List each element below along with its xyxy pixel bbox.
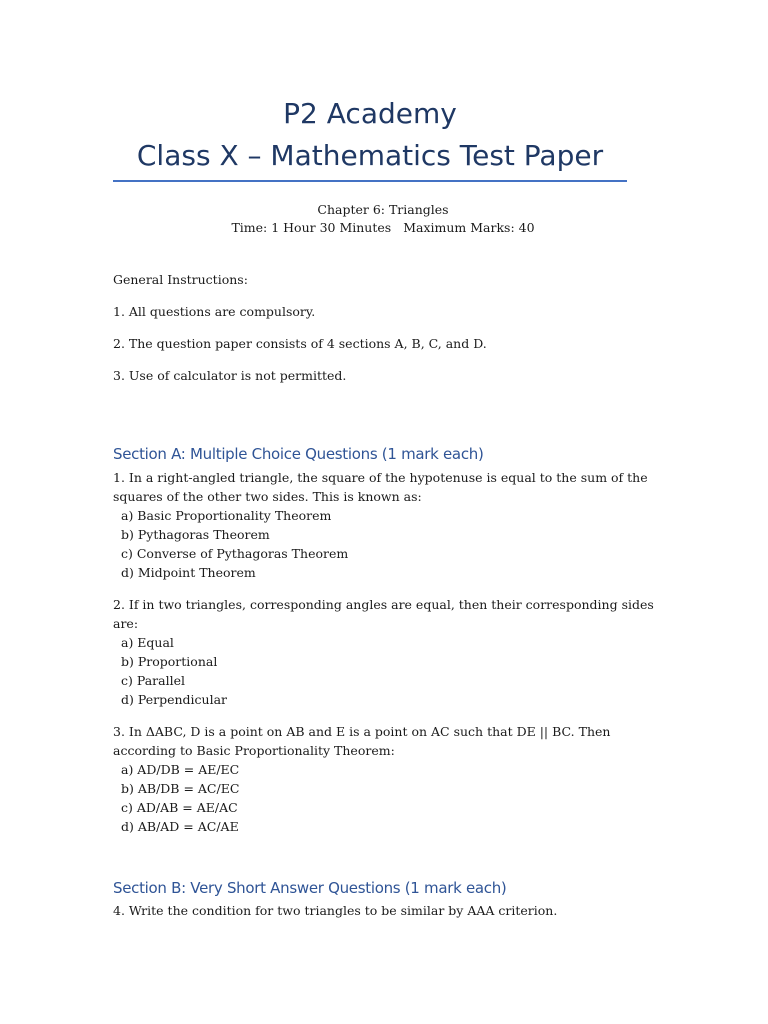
question-1: [113, 468, 658, 582]
question-stem: 4. Write the condition for two triangles to be similar by AAA criterion.: [113, 903, 558, 918]
question-stem: 2. If in two triangles, corresponding angles are equal, then their corresponding sides are:: [113, 597, 654, 631]
paper-title: Class X – Mathematics Test Paper: [136, 139, 604, 172]
option-d: d) AB/AD = AC/AE: [121, 819, 239, 834]
academy-name: P2 Academy: [283, 97, 457, 130]
instruction-item: 1. All questions are compulsory.: [113, 304, 316, 319]
paper-meta: [113, 201, 653, 237]
option-d: d) Perpendicular: [121, 692, 227, 707]
general-instructions: [113, 270, 673, 398]
title-divider: [113, 180, 627, 182]
option-c: c) Converse of Pythagoras Theorem: [121, 546, 349, 561]
question-stem: 1. In a right-angled triangle, the square of the hypotenuse is equal to the sum of the squares of the other two sides. This is known as:: [113, 470, 648, 504]
instruction-item: 2. The question paper consists of 4 sections A, B, C, and D.: [113, 336, 487, 351]
question-2: [113, 595, 658, 709]
question-4: [113, 901, 658, 920]
section-a-heading: Section A: Multiple Choice Questions (1 mark each): [113, 445, 484, 463]
option-c: c) Parallel: [121, 673, 185, 688]
section-b-questions: [113, 901, 658, 933]
option-a: a) AD/DB = AE/EC: [121, 762, 240, 777]
section-b-heading: Section B: Very Short Answer Questions (1 mark each): [113, 879, 507, 897]
option-b: b) Proportional: [121, 654, 218, 669]
time-allowed: Time: 1 Hour 30 Minutes: [231, 220, 392, 235]
option-d: d) Midpoint Theorem: [121, 565, 256, 580]
maximum-marks: Maximum Marks: 40: [403, 220, 535, 235]
time-marks-line: [113, 219, 653, 237]
question-3: [113, 722, 658, 836]
instruction-item: 3. Use of calculator is not permitted.: [113, 368, 347, 383]
question-stem: 3. In ΔABC, D is a point on AB and E is a point on AC such that DE || BC. Then according to Basic Proportionality Theorem:: [113, 724, 611, 758]
option-b: b) Pythagoras Theorem: [121, 527, 270, 542]
document-title: [113, 93, 627, 177]
section-a-questions: [113, 468, 658, 849]
option-a: a) Basic Proportionality Theorem: [121, 508, 332, 523]
chapter-line: Chapter 6: Triangles: [317, 202, 449, 217]
instructions-heading: General Instructions:: [113, 272, 248, 287]
option-c: c) AD/AB = AE/AC: [121, 800, 238, 815]
option-b: b) AB/DB = AC/EC: [121, 781, 240, 796]
option-a: a) Equal: [121, 635, 174, 650]
